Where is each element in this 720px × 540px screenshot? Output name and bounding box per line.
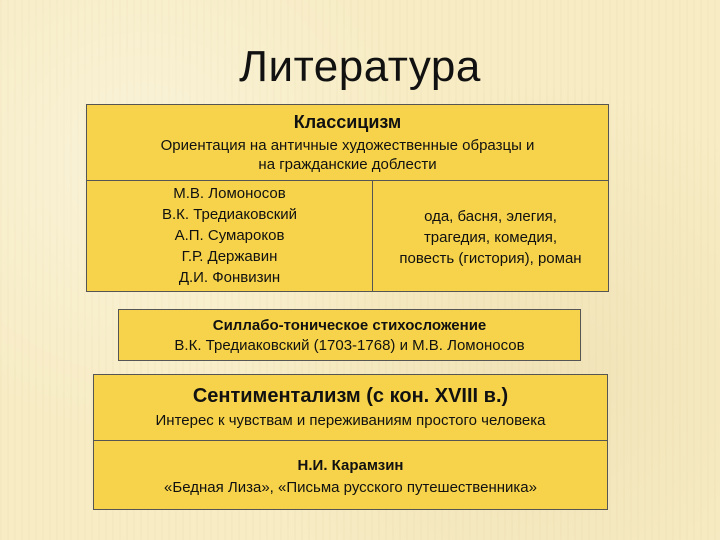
- sentimentalism-header: [94, 384, 607, 430]
- sentimentalism-heading: Сентиментализм (с кон. XVIII в.): [192, 385, 509, 407]
- list-item: М.В. Ломоносов: [173, 185, 286, 202]
- sentimentalism-description: Интерес к чувствам и переживаниям простого человека: [155, 412, 546, 429]
- sentimentalism-divider: [94, 440, 607, 441]
- sentimentalism-author: Н.И. Карамзин: [297, 457, 404, 474]
- classicism-divider: [87, 180, 608, 181]
- versification-content: [119, 316, 580, 355]
- list-item: Г.Р. Державин: [181, 248, 278, 265]
- sentimentalism-box: [93, 374, 608, 510]
- page-title: Литература: [239, 42, 481, 91]
- versification-text: В.К. Тредиаковский (1703-1768) и М.В. Ломоносов: [174, 337, 525, 354]
- sentimentalism-author-section: [94, 456, 607, 497]
- genres-line-2: трагедия, комедия,: [423, 229, 558, 246]
- genres-line-1: ода, басня, элегия,: [424, 208, 557, 225]
- list-item: Д.И. Фонвизин: [178, 269, 281, 286]
- classicism-header: [87, 111, 608, 174]
- sentimentalism-works: «Бедная Лиза», «Письма русского путешественника»: [164, 479, 537, 496]
- classicism-genres: [373, 207, 608, 268]
- classicism-heading: Классицизм: [293, 112, 402, 132]
- list-item: А.П. Сумароков: [174, 227, 285, 244]
- classicism-description-line-1: Ориентация на античные художественные образцы и: [160, 137, 535, 154]
- genres-line-3: повесть (гистория), роман: [399, 250, 582, 267]
- classicism-description-line-2: на гражданские доблести: [258, 156, 437, 173]
- list-item: В.К. Тредиаковский: [161, 206, 298, 223]
- versification-box: [118, 309, 581, 361]
- versification-heading: Силлабо-тоническое стихосложение: [212, 317, 487, 334]
- classicism-authors-list: [87, 184, 372, 287]
- classicism-box: [86, 104, 609, 292]
